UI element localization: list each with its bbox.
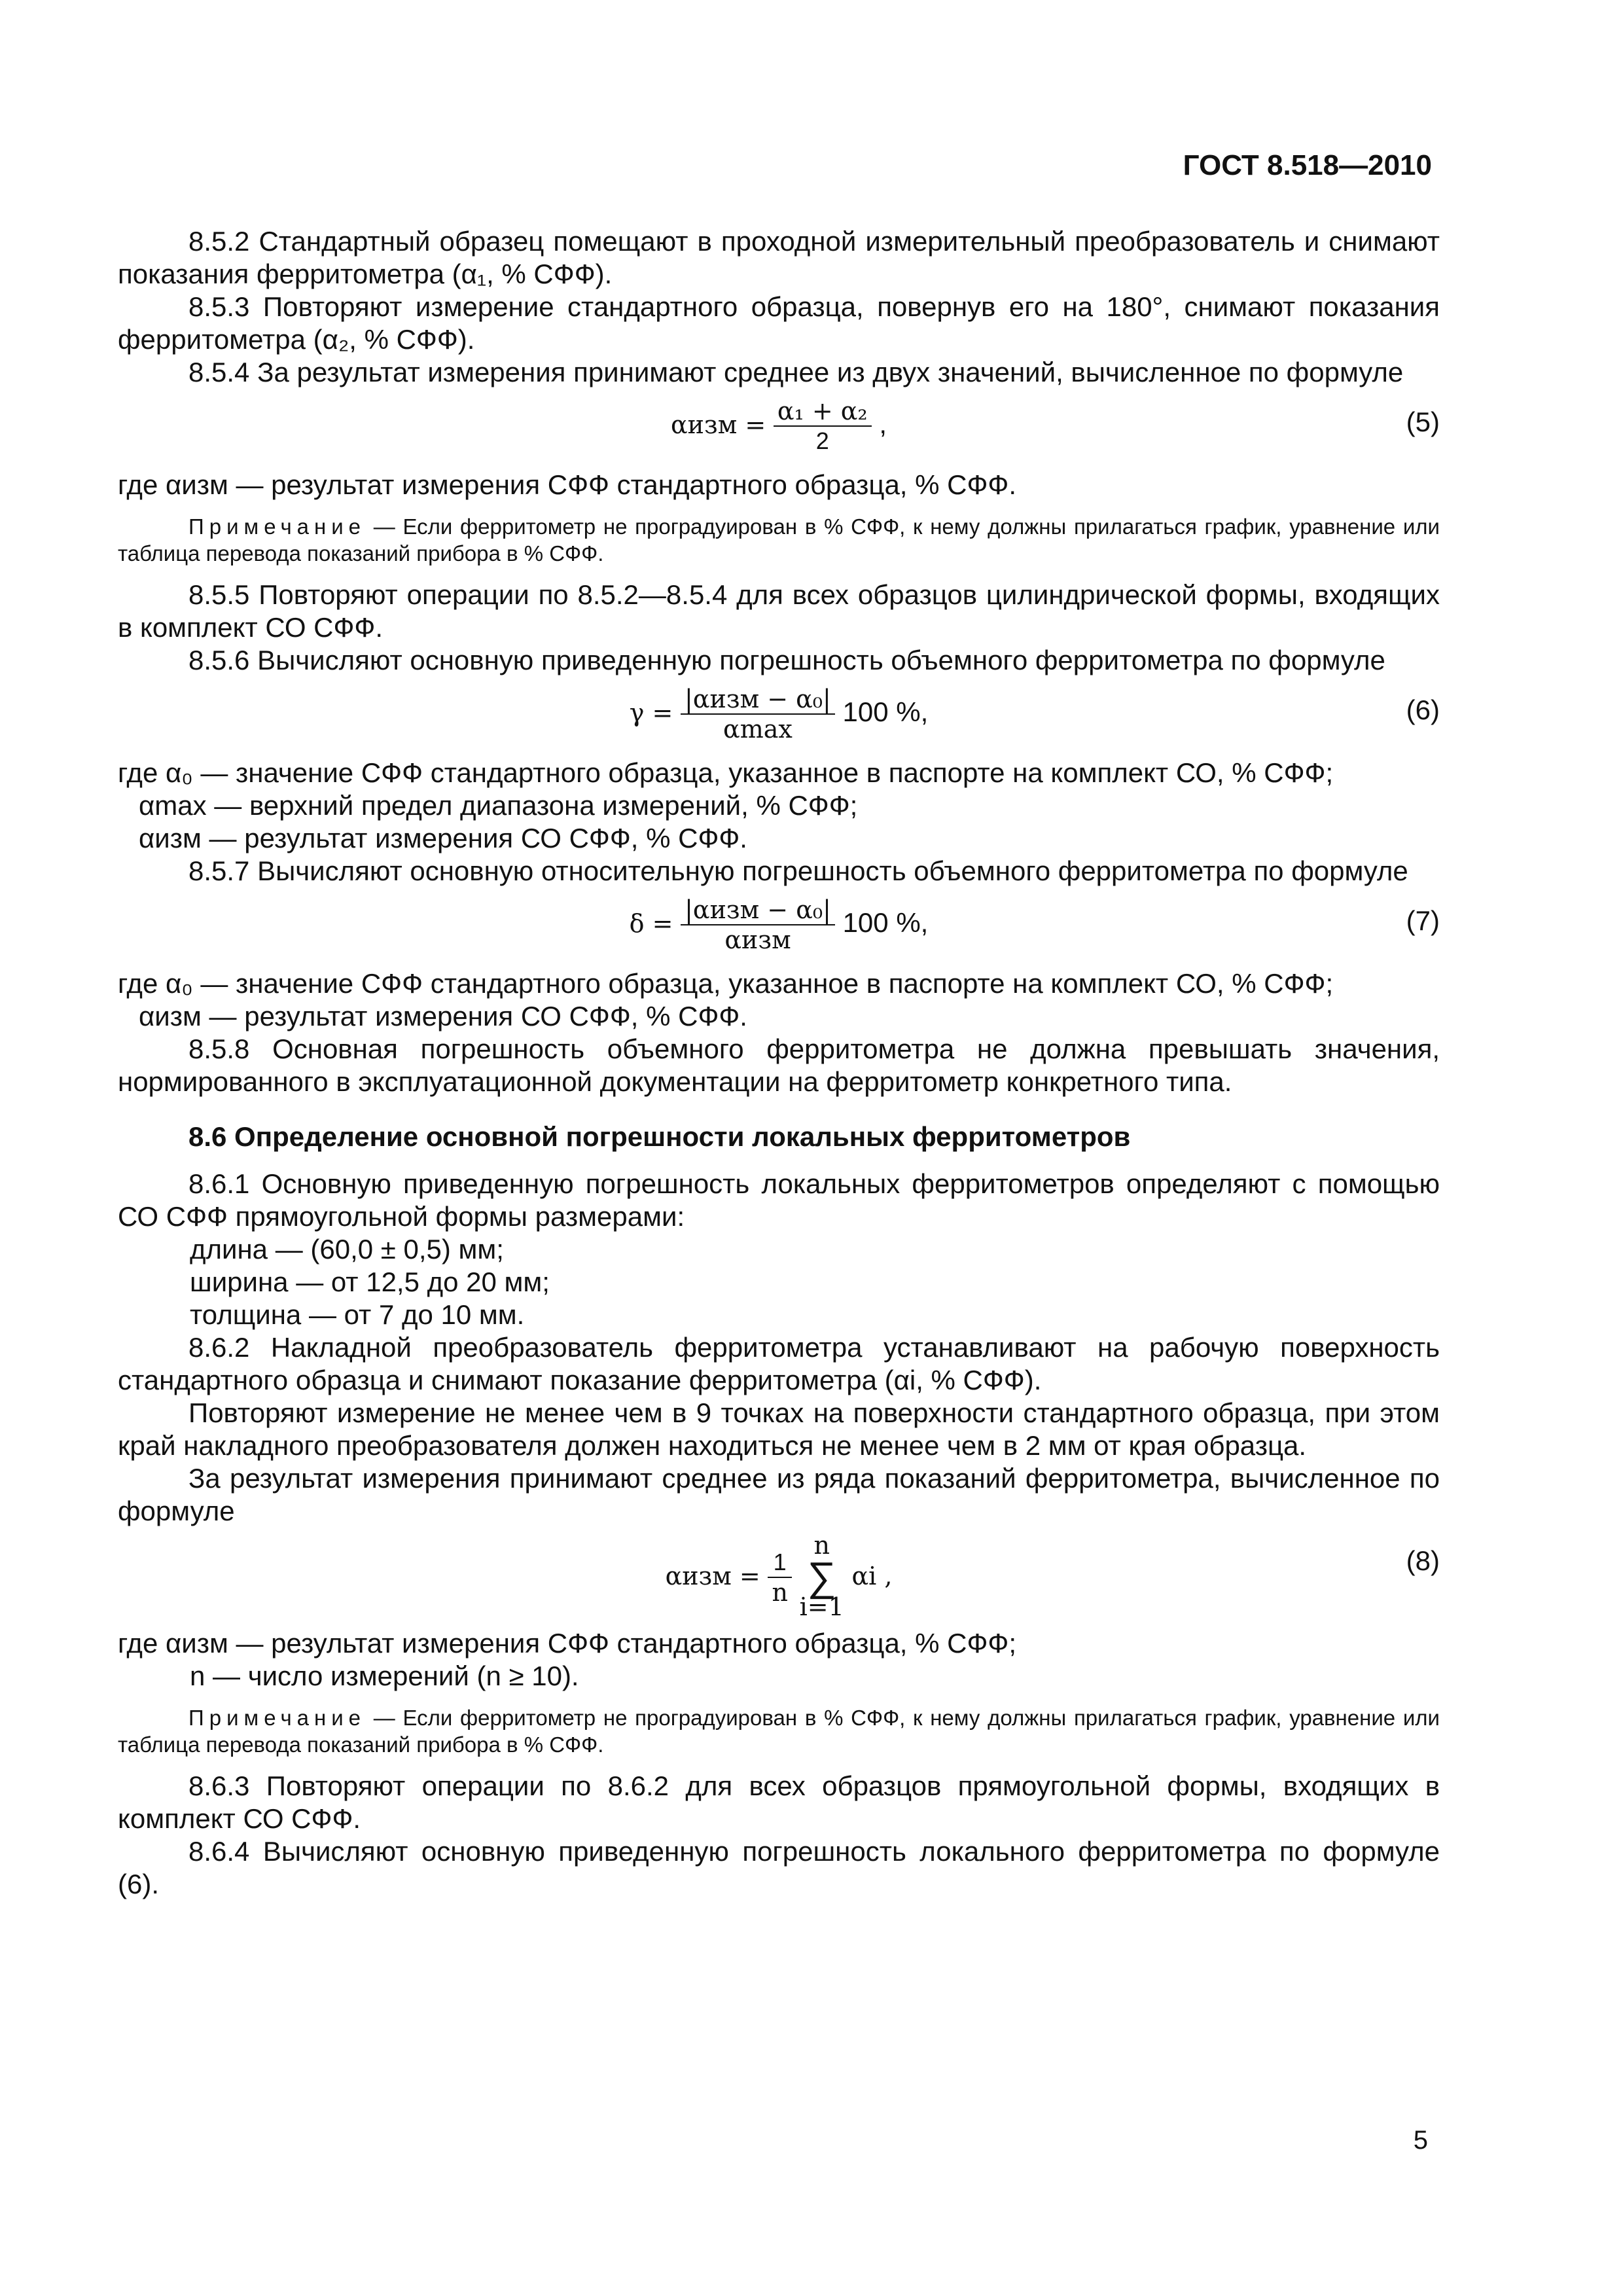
formula-8-lhs: αизм = xyxy=(665,1562,760,1591)
formula-5-numerator: α₁ + α₂ xyxy=(777,397,868,425)
formula-8-fraction xyxy=(768,1548,791,1607)
formula-6-denominator: αmax xyxy=(723,715,793,744)
formula-7-fraction xyxy=(681,895,835,954)
note-2-text: — Если ферритометр не проградуирован в % СФФ, к нему должны прилагаться график, уравнение или таблица перевода показаний прибора в % СФФ. xyxy=(118,1706,1440,1757)
formula-8-denominator: n xyxy=(772,1578,788,1607)
formula-5-fraction xyxy=(774,397,872,456)
dimension-width: ширина — от 12,5 до 20 мм; xyxy=(190,1266,550,1297)
note-1-label: Примечание xyxy=(188,514,366,539)
paragraph-8-6-2-repeat: Повторяют измерение не менее чем в 9 точках на поверхности стандартного образца, при этом край накладного преобразователя должен находиться не менее чем в 2 мм от края образца. xyxy=(118,1397,1440,1461)
paragraph-8-6-2: 8.6.2 Накладной преобразователь ферритометра устанавливают на рабочую поверхность стандартного образца и снимают показание ферритометра (αi, % СФФ). xyxy=(118,1332,1440,1395)
paragraph-8-6-1: 8.6.1 Основную приведенную погрешность локальных ферритометров определяют с помощью СО СФФ прямоугольной формы размерами: xyxy=(118,1168,1440,1232)
document-code: ГОСТ 8.518—2010 xyxy=(1183,149,1432,181)
formula-8-term: αi , xyxy=(851,1562,893,1591)
note-1-text: — Если ферритометр не проградуирован в % СФФ, к нему должны прилагаться график, уравнение или таблица перевода показаний прибора в % СФФ. xyxy=(118,514,1440,565)
formula-8-numerator: 1 xyxy=(773,1549,787,1575)
formula-6-lhs: γ = xyxy=(629,698,673,728)
paragraph-8-5-3: 8.5.3 Повторяют измерение стандартного образца, повернув его на 180°, снимают показания ферритометра (α₂, % СФФ). xyxy=(118,291,1440,355)
formula-7 xyxy=(118,891,1440,963)
formula-7-number: (7) xyxy=(1406,905,1440,936)
note-2 xyxy=(118,1704,1440,1758)
formula-7-tail: 100 %, xyxy=(842,907,929,939)
paragraph-8-6-3: 8.6.3 Повторяют операции по 8.6.2 для всех образцов прямоугольной формы, входящих в комплект СО СФФ. xyxy=(118,1770,1440,1834)
formula-6 xyxy=(118,681,1440,753)
formula-6-tail: 100 %, xyxy=(842,696,929,728)
paragraph-8-5-6: 8.5.6 Вычисляют основную приведенную погрешность объемного ферритометра по формуле xyxy=(188,645,1385,675)
summation-sign: n ∑ i=1 xyxy=(799,1531,844,1621)
where-6-line-3: αизм — результат измерения СО СФФ, % СФФ. xyxy=(139,823,747,853)
where-6-line-1: где α₀ — значение СФФ стандартного образца, указанное в паспорте на комплект СО, % СФФ; xyxy=(118,757,1334,788)
paragraph-8-5-5: 8.5.5 Повторяют операции по 8.5.2—8.5.4 для всех образцов цилиндрической формы, входящих в комплект СО СФФ. xyxy=(118,579,1440,643)
where-5: где αизм — результат измерения СФФ стандартного образца, % СФФ. xyxy=(118,469,1017,500)
sum-lower-limit: i=1 xyxy=(799,1592,844,1621)
document-body xyxy=(118,225,1440,1901)
note-1 xyxy=(118,513,1440,567)
formula-5-lhs: αизм = xyxy=(670,410,766,440)
sum-upper-limit: n xyxy=(813,1531,830,1560)
note-2-label: Примечание xyxy=(188,1706,366,1730)
paragraph-8-5-8: 8.5.8 Основная погрешность объемного ферритометра не должна превышать значения, нормированного в эксплуатационной документации на ферритометр конкретного типа. xyxy=(118,1033,1440,1097)
formula-6-number: (6) xyxy=(1406,694,1440,725)
formula-5-denominator: 2 xyxy=(815,427,829,454)
formula-5-number: (5) xyxy=(1406,406,1440,437)
formula-6-fraction xyxy=(681,685,835,744)
paragraph-8-5-2: 8.5.2 Стандартный образец помещают в проходной измерительный преобразователь и снимают показания ферритометра (α₁, % СФФ). xyxy=(118,226,1440,289)
formula-5 xyxy=(118,393,1440,465)
formula-7-lhs: δ = xyxy=(629,909,673,939)
dimension-thickness: толщина — от 7 до 10 мм. xyxy=(190,1299,525,1330)
paragraph-8-5-7: 8.5.7 Вычисляют основную относительную погрешность объемного ферритометра по формуле xyxy=(188,855,1408,886)
section-heading-8-6: 8.6 Определение основной погрешности локальных ферритометров xyxy=(188,1121,1131,1152)
where-7-line-2: αизм — результат измерения СО СФФ, % СФФ. xyxy=(139,1001,747,1031)
page-number: 5 xyxy=(1413,2126,1428,2155)
formula-7-denominator: αизм xyxy=(724,925,791,954)
paragraph-8-6-2-result: За результат измерения принимают среднее из ряда показаний ферритометра, вычисленное по формуле xyxy=(118,1463,1440,1526)
where-8-line-2: n — число измерений (n ≥ 10). xyxy=(190,1660,579,1691)
paragraph-8-5-4: 8.5.4 За результат измерения принимают среднее из двух значений, вычисленное по формуле xyxy=(188,357,1404,387)
where-8-line-1: где αизм — результат измерения СФФ стандартного образца, % СФФ; xyxy=(118,1628,1017,1659)
formula-5-tail: , xyxy=(879,408,887,440)
formula-7-numerator: |αизм − α₀| xyxy=(685,895,831,924)
dimension-length: длина — (60,0 ± 0,5) мм; xyxy=(190,1234,504,1265)
formula-8 xyxy=(118,1532,1440,1623)
formula-8-number: (8) xyxy=(1406,1545,1440,1576)
where-6-line-2: αmax — верхний предел диапазона измерений, % СФФ; xyxy=(139,790,858,821)
paragraph-8-6-4: 8.6.4 Вычисляют основную приведенную погрешность локального ферритометра по формуле (6). xyxy=(118,1836,1440,1899)
where-7-line-1: где α₀ — значение СФФ стандартного образца, указанное в паспорте на комплект СО, % СФФ; xyxy=(118,968,1334,999)
formula-6-numerator: |αизм − α₀| xyxy=(685,685,831,713)
